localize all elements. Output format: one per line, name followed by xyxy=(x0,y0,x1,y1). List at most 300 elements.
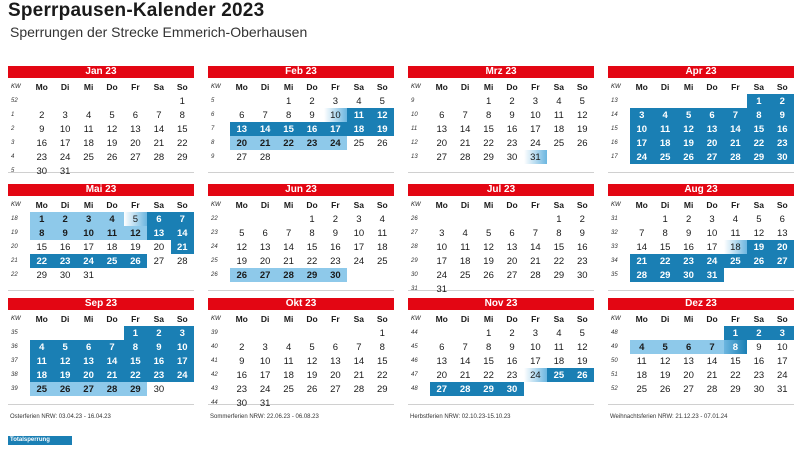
day-cell: 11 xyxy=(83,123,94,135)
weekday-header: So xyxy=(576,313,588,324)
day-cell: 25 xyxy=(283,383,294,395)
month-header: Mrz 23 xyxy=(408,66,594,78)
day-cell: 24 xyxy=(77,254,100,268)
day-cell: 1 xyxy=(485,327,492,339)
day-cell: 20 xyxy=(700,136,723,150)
week-row xyxy=(208,94,394,108)
day-cell: 7 xyxy=(171,212,194,226)
day-cell: 9 xyxy=(509,109,515,121)
day-cell: 5 xyxy=(379,95,385,107)
day-cell: 18 xyxy=(106,241,118,253)
month-table xyxy=(608,79,794,164)
week-number: 44 xyxy=(211,400,218,406)
kw-header: KW xyxy=(211,315,221,322)
day-cell: 16 xyxy=(147,354,170,368)
day-cell: 27 xyxy=(130,151,141,163)
day-cell: 21 xyxy=(706,369,718,381)
day-cell: 4 xyxy=(285,341,292,353)
day-cell: 20 xyxy=(259,255,271,267)
day-cell: 27 xyxy=(77,382,100,396)
day-cell: 18 xyxy=(83,137,94,149)
day-cell: 23 xyxy=(147,368,170,382)
day-cell: 20 xyxy=(436,369,448,381)
day-cell: 17 xyxy=(776,355,788,367)
day-cell: 11 xyxy=(460,241,471,253)
day-cell: 8 xyxy=(285,109,292,121)
day-cell: 18 xyxy=(553,355,565,367)
week-row xyxy=(8,326,194,340)
month-header: Sep 23 xyxy=(8,298,194,310)
weekday-header: Sa xyxy=(153,313,165,324)
day-cell: 1 xyxy=(662,213,668,225)
day-cell: 15 xyxy=(306,241,318,253)
day-cell: 17 xyxy=(324,122,347,136)
week-row xyxy=(8,122,194,136)
day-cell xyxy=(53,326,76,340)
day-cell: 19 xyxy=(236,255,248,267)
month-calendar xyxy=(408,298,594,405)
day-cell: 18 xyxy=(653,136,676,150)
day-cell: 23 xyxy=(576,255,588,267)
day-cell: 12 xyxy=(371,108,394,122)
week-number: 24 xyxy=(211,244,218,250)
kw-header: KW xyxy=(211,201,221,208)
week-number: 17 xyxy=(611,154,618,160)
day-cell: 16 xyxy=(683,241,694,253)
day-cell xyxy=(747,268,770,282)
week-number: 43 xyxy=(211,386,218,392)
holiday-note-summer: Sommerferien NRW: 22.06.23 - 06.08.23 xyxy=(210,414,319,420)
month-calendar xyxy=(408,66,594,173)
weekday-header: Di xyxy=(460,313,470,324)
week-row xyxy=(608,212,794,226)
day-cell: 22 xyxy=(747,136,770,150)
week-row xyxy=(208,382,394,396)
day-cell: 15 xyxy=(124,354,147,368)
day-cell xyxy=(100,326,123,340)
day-cell: 5 xyxy=(653,340,676,354)
day-cell: 19 xyxy=(371,122,394,136)
day-cell xyxy=(253,212,276,226)
day-cell: 9 xyxy=(771,108,794,122)
day-cell: 25 xyxy=(353,137,365,149)
day-cell: 10 xyxy=(530,341,541,353)
day-cell: 22 xyxy=(124,368,147,382)
month-calendar xyxy=(608,298,794,405)
day-cell: 14 xyxy=(459,355,471,367)
day-cell: 19 xyxy=(659,369,671,381)
day-cell: 9 xyxy=(579,227,585,239)
day-cell: 15 xyxy=(483,123,494,135)
day-cell: 21 xyxy=(283,255,294,267)
day-cell: 17 xyxy=(436,255,448,267)
week-number: 11 xyxy=(411,126,418,132)
day-cell: 8 xyxy=(179,109,185,121)
day-cell: 5 xyxy=(309,341,315,353)
day-cell: 26 xyxy=(576,137,588,149)
day-cell xyxy=(253,326,276,340)
month-table xyxy=(608,311,794,396)
week-row xyxy=(208,340,394,354)
weekday-header: So xyxy=(576,81,588,92)
weekday-header: So xyxy=(176,81,188,92)
weekday-header: Sa xyxy=(153,81,165,92)
day-cell: 15 xyxy=(176,123,188,135)
day-cell xyxy=(77,164,100,178)
week-row xyxy=(408,368,594,382)
weekday-header: Sa xyxy=(353,313,365,324)
month-header: Nov 23 xyxy=(408,298,594,310)
weekday-header: Di xyxy=(660,199,670,210)
weekday-header: Sa xyxy=(553,81,565,92)
day-cell: 4 xyxy=(556,95,562,107)
day-cell: 20 xyxy=(77,368,100,382)
month-calendar xyxy=(408,184,594,295)
weekday-header: Sa xyxy=(353,81,365,92)
day-cell: 10 xyxy=(776,341,788,353)
weekday-header: Sa xyxy=(353,199,365,210)
day-cell: 23 xyxy=(506,137,518,149)
week-row xyxy=(8,382,194,396)
day-cell: 21 xyxy=(100,368,123,382)
day-cell: 29 xyxy=(553,269,565,281)
day-cell: 8 xyxy=(485,109,492,121)
weekday-header: Di xyxy=(460,81,470,92)
day-cell: 8 xyxy=(556,227,562,239)
week-row xyxy=(8,268,194,282)
day-cell: 16 xyxy=(36,137,48,149)
day-cell: 30 xyxy=(677,268,700,282)
month-header: Apr 23 xyxy=(608,66,794,78)
week-row xyxy=(408,226,594,240)
day-cell: 1 xyxy=(747,94,770,108)
kw-header: KW xyxy=(611,201,621,208)
week-number: 34 xyxy=(611,258,618,264)
day-cell: 2 xyxy=(509,327,515,339)
day-cell: 15 xyxy=(659,241,671,253)
day-cell xyxy=(277,396,300,410)
week-number: 48 xyxy=(611,330,618,336)
weekday-header: Do xyxy=(306,199,318,210)
day-cell xyxy=(500,212,523,226)
day-cell: 24 xyxy=(436,269,448,281)
day-cell: 16 xyxy=(236,369,248,381)
day-cell: 28 xyxy=(259,151,271,163)
day-cell: 16 xyxy=(506,123,518,135)
day-cell xyxy=(430,326,453,340)
day-cell: 22 xyxy=(376,369,388,381)
day-cell: 15 xyxy=(36,241,48,253)
day-cell: 23 xyxy=(771,136,794,150)
day-cell: 19 xyxy=(747,240,770,254)
day-cell xyxy=(347,326,370,340)
day-cell: 14 xyxy=(100,354,123,368)
week-row xyxy=(608,94,794,108)
weekday-header: Di xyxy=(60,313,70,324)
day-cell xyxy=(700,94,723,108)
week-row xyxy=(608,254,794,268)
week-number: 5 xyxy=(211,98,215,104)
week-number: 9 xyxy=(211,154,215,160)
week-row xyxy=(408,340,594,354)
weekday-header: Fr xyxy=(531,313,540,324)
week-row xyxy=(208,136,394,150)
day-cell: 3 xyxy=(630,108,653,122)
day-cell: 21 xyxy=(153,137,165,149)
day-cell: 14 xyxy=(706,355,718,367)
week-row xyxy=(8,212,194,226)
weekday-header: Di xyxy=(460,199,470,210)
day-cell: 11 xyxy=(636,355,647,367)
day-cell: 4 xyxy=(379,213,385,225)
weekday-header: Di xyxy=(260,313,270,324)
day-cell xyxy=(100,268,123,282)
weekday-header: Do xyxy=(106,313,118,324)
day-cell xyxy=(100,94,123,108)
day-cell: 15 xyxy=(747,122,770,136)
week-number: 2 xyxy=(11,126,15,132)
day-cell: 13 xyxy=(77,354,100,368)
day-cell: 11 xyxy=(553,341,564,353)
day-cell: 5 xyxy=(53,340,76,354)
day-cell: 13 xyxy=(330,355,341,367)
day-cell: 4 xyxy=(732,213,739,225)
day-cell: 24 xyxy=(259,383,271,395)
weekday-header: Mo xyxy=(235,199,248,210)
weekday-header: Sa xyxy=(553,199,565,210)
day-cell: 27 xyxy=(330,383,341,395)
day-cell: 24 xyxy=(171,368,194,382)
week-number: 22 xyxy=(211,216,218,222)
week-number: 10 xyxy=(411,112,418,118)
weekday-header: Fr xyxy=(731,313,740,324)
day-cell: 17 xyxy=(530,123,541,135)
day-cell xyxy=(253,94,276,108)
day-cell: 11 xyxy=(283,355,294,367)
week-row xyxy=(208,226,394,240)
day-cell: 22 xyxy=(30,254,53,268)
day-cell: 24 xyxy=(353,255,365,267)
week-row xyxy=(8,340,194,354)
day-cell: 30 xyxy=(324,268,347,282)
day-cell: 7 xyxy=(532,227,539,239)
day-cell: 21 xyxy=(459,369,471,381)
weekday-header: Mi xyxy=(283,199,294,210)
day-cell: 2 xyxy=(239,341,245,353)
month-calendar xyxy=(208,298,394,409)
day-cell: 28 xyxy=(724,150,747,164)
holiday-note-autumn: Herbstferien NRW: 02.10.23-15.10.23 xyxy=(410,414,511,420)
day-cell: 22 xyxy=(277,136,300,150)
day-cell: 28 xyxy=(630,268,653,282)
day-cell: 6 xyxy=(700,108,723,122)
day-cell: 13 xyxy=(436,355,448,367)
day-cell: 16 xyxy=(330,241,341,253)
day-cell: 28 xyxy=(530,269,541,281)
day-cell: 10 xyxy=(324,108,347,122)
day-cell: 29 xyxy=(300,268,323,282)
day-cell: 29 xyxy=(730,383,741,395)
day-cell: 8 xyxy=(747,108,770,122)
day-cell: 16 xyxy=(59,241,71,253)
week-number: 9 xyxy=(411,98,415,104)
day-cell: 14 xyxy=(636,241,648,253)
weekday-header: Mo xyxy=(35,313,48,324)
day-cell: 4 xyxy=(462,227,468,239)
day-cell xyxy=(230,326,253,340)
day-cell: 13 xyxy=(776,227,788,239)
day-cell: 23 xyxy=(53,254,76,268)
day-cell: 1 xyxy=(30,212,53,226)
week-number: 21 xyxy=(11,258,18,264)
week-number: 27 xyxy=(411,230,418,236)
day-cell: 12 xyxy=(753,227,765,239)
day-cell xyxy=(324,326,347,340)
day-cell: 7 xyxy=(724,108,747,122)
day-cell: 7 xyxy=(462,341,468,353)
day-cell: 4 xyxy=(556,327,562,339)
week-number: 28 xyxy=(411,244,418,250)
day-cell: 18 xyxy=(283,369,294,381)
day-cell: 18 xyxy=(724,240,747,254)
day-cell: 20 xyxy=(153,241,165,253)
day-cell: 29 xyxy=(36,269,48,281)
day-cell: 20 xyxy=(436,137,448,149)
weekday-header: Do xyxy=(706,313,718,324)
day-cell: 8 xyxy=(724,340,747,354)
day-cell: 9 xyxy=(53,226,76,240)
day-cell xyxy=(430,94,453,108)
day-cell: 14 xyxy=(353,355,365,367)
day-cell: 24 xyxy=(524,368,547,382)
week-number: 13 xyxy=(411,154,418,160)
weekday-header: Fr xyxy=(331,81,340,92)
weekday-header: Mo xyxy=(235,313,248,324)
day-cell: 23 xyxy=(753,369,765,381)
week-number: 46 xyxy=(411,358,418,364)
week-row xyxy=(608,268,794,282)
day-cell: 10 xyxy=(353,227,365,239)
weekday-header: So xyxy=(376,81,388,92)
day-cell: 8 xyxy=(379,341,385,353)
weekday-header: Mi xyxy=(683,313,694,324)
day-cell: 19 xyxy=(483,255,494,267)
day-cell: 3 xyxy=(532,95,539,107)
weekday-header: Mo xyxy=(35,81,48,92)
day-cell: 15 xyxy=(277,122,300,136)
week-row xyxy=(8,94,194,108)
day-cell: 24 xyxy=(530,137,541,149)
month-header: Jun 23 xyxy=(208,184,394,196)
day-cell: 17 xyxy=(353,241,365,253)
day-cell: 6 xyxy=(147,212,170,226)
day-cell: 26 xyxy=(747,254,770,268)
week-number: 49 xyxy=(611,344,618,350)
kw-header: KW xyxy=(411,201,421,208)
day-cell: 22 xyxy=(653,254,676,268)
week-row xyxy=(8,136,194,150)
week-row xyxy=(208,268,394,282)
day-cell xyxy=(347,396,370,410)
day-cell: 31 xyxy=(436,283,448,295)
day-cell: 16 xyxy=(753,355,765,367)
weekday-header: Mo xyxy=(635,313,648,324)
kw-header: KW xyxy=(11,83,21,90)
day-cell: 27 xyxy=(430,382,453,396)
day-cell: 22 xyxy=(730,369,741,381)
day-cell xyxy=(347,150,370,164)
day-cell: 2 xyxy=(53,212,76,226)
day-cell: 7 xyxy=(100,340,123,354)
day-cell: 17 xyxy=(706,241,718,253)
day-cell xyxy=(300,150,323,164)
week-row xyxy=(408,150,594,164)
day-cell xyxy=(653,94,676,108)
day-cell: 26 xyxy=(376,137,388,149)
page-title: Sperrpausen-Kalender 2023 xyxy=(8,0,265,21)
holiday-notes xyxy=(0,414,800,424)
weekday-header: Fr xyxy=(331,313,340,324)
week-number: 29 xyxy=(411,258,418,264)
weekday-header: Fr xyxy=(131,313,140,324)
day-cell: 6 xyxy=(439,341,445,353)
day-cell: 12 xyxy=(659,355,671,367)
day-cell: 9 xyxy=(509,341,515,353)
day-cell: 6 xyxy=(132,109,139,121)
day-cell: 28 xyxy=(453,382,476,396)
day-cell: 9 xyxy=(39,123,45,135)
day-cell: 3 xyxy=(439,227,445,239)
day-cell xyxy=(571,150,594,164)
week-number: 15 xyxy=(611,126,618,132)
day-cell xyxy=(430,212,453,226)
weekday-header: Sa xyxy=(153,199,165,210)
day-cell xyxy=(277,326,300,340)
weekday-header: So xyxy=(776,313,788,324)
day-cell: 10 xyxy=(171,340,194,354)
day-cell: 6 xyxy=(332,341,339,353)
day-cell: 1 xyxy=(179,95,185,107)
day-cell: 10 xyxy=(630,122,653,136)
weekday-header: Sa xyxy=(553,313,565,324)
weekday-header: Mi xyxy=(683,81,694,92)
week-row xyxy=(408,122,594,136)
month-header: Okt 23 xyxy=(208,298,394,310)
month-header: Aug 23 xyxy=(608,184,794,196)
week-number: 35 xyxy=(611,272,618,278)
day-cell: 19 xyxy=(677,136,700,150)
day-cell: 6 xyxy=(677,340,700,354)
day-cell: 20 xyxy=(330,369,341,381)
day-cell: 11 xyxy=(553,109,564,121)
day-cell: 30 xyxy=(59,269,71,281)
day-cell: 8 xyxy=(662,227,668,239)
day-cell: 18 xyxy=(553,123,565,135)
day-cell xyxy=(171,164,194,178)
day-cell: 28 xyxy=(100,382,123,396)
week-row xyxy=(608,382,794,396)
day-cell: 12 xyxy=(106,123,118,135)
day-cell: 2 xyxy=(309,95,315,107)
week-row xyxy=(208,108,394,122)
day-cell: 27 xyxy=(236,151,248,163)
day-cell xyxy=(230,94,253,108)
day-cell: 26 xyxy=(483,269,494,281)
day-cell: 22 xyxy=(553,255,565,267)
day-cell: 4 xyxy=(30,340,53,354)
week-row xyxy=(408,268,594,282)
week-row xyxy=(208,212,394,226)
